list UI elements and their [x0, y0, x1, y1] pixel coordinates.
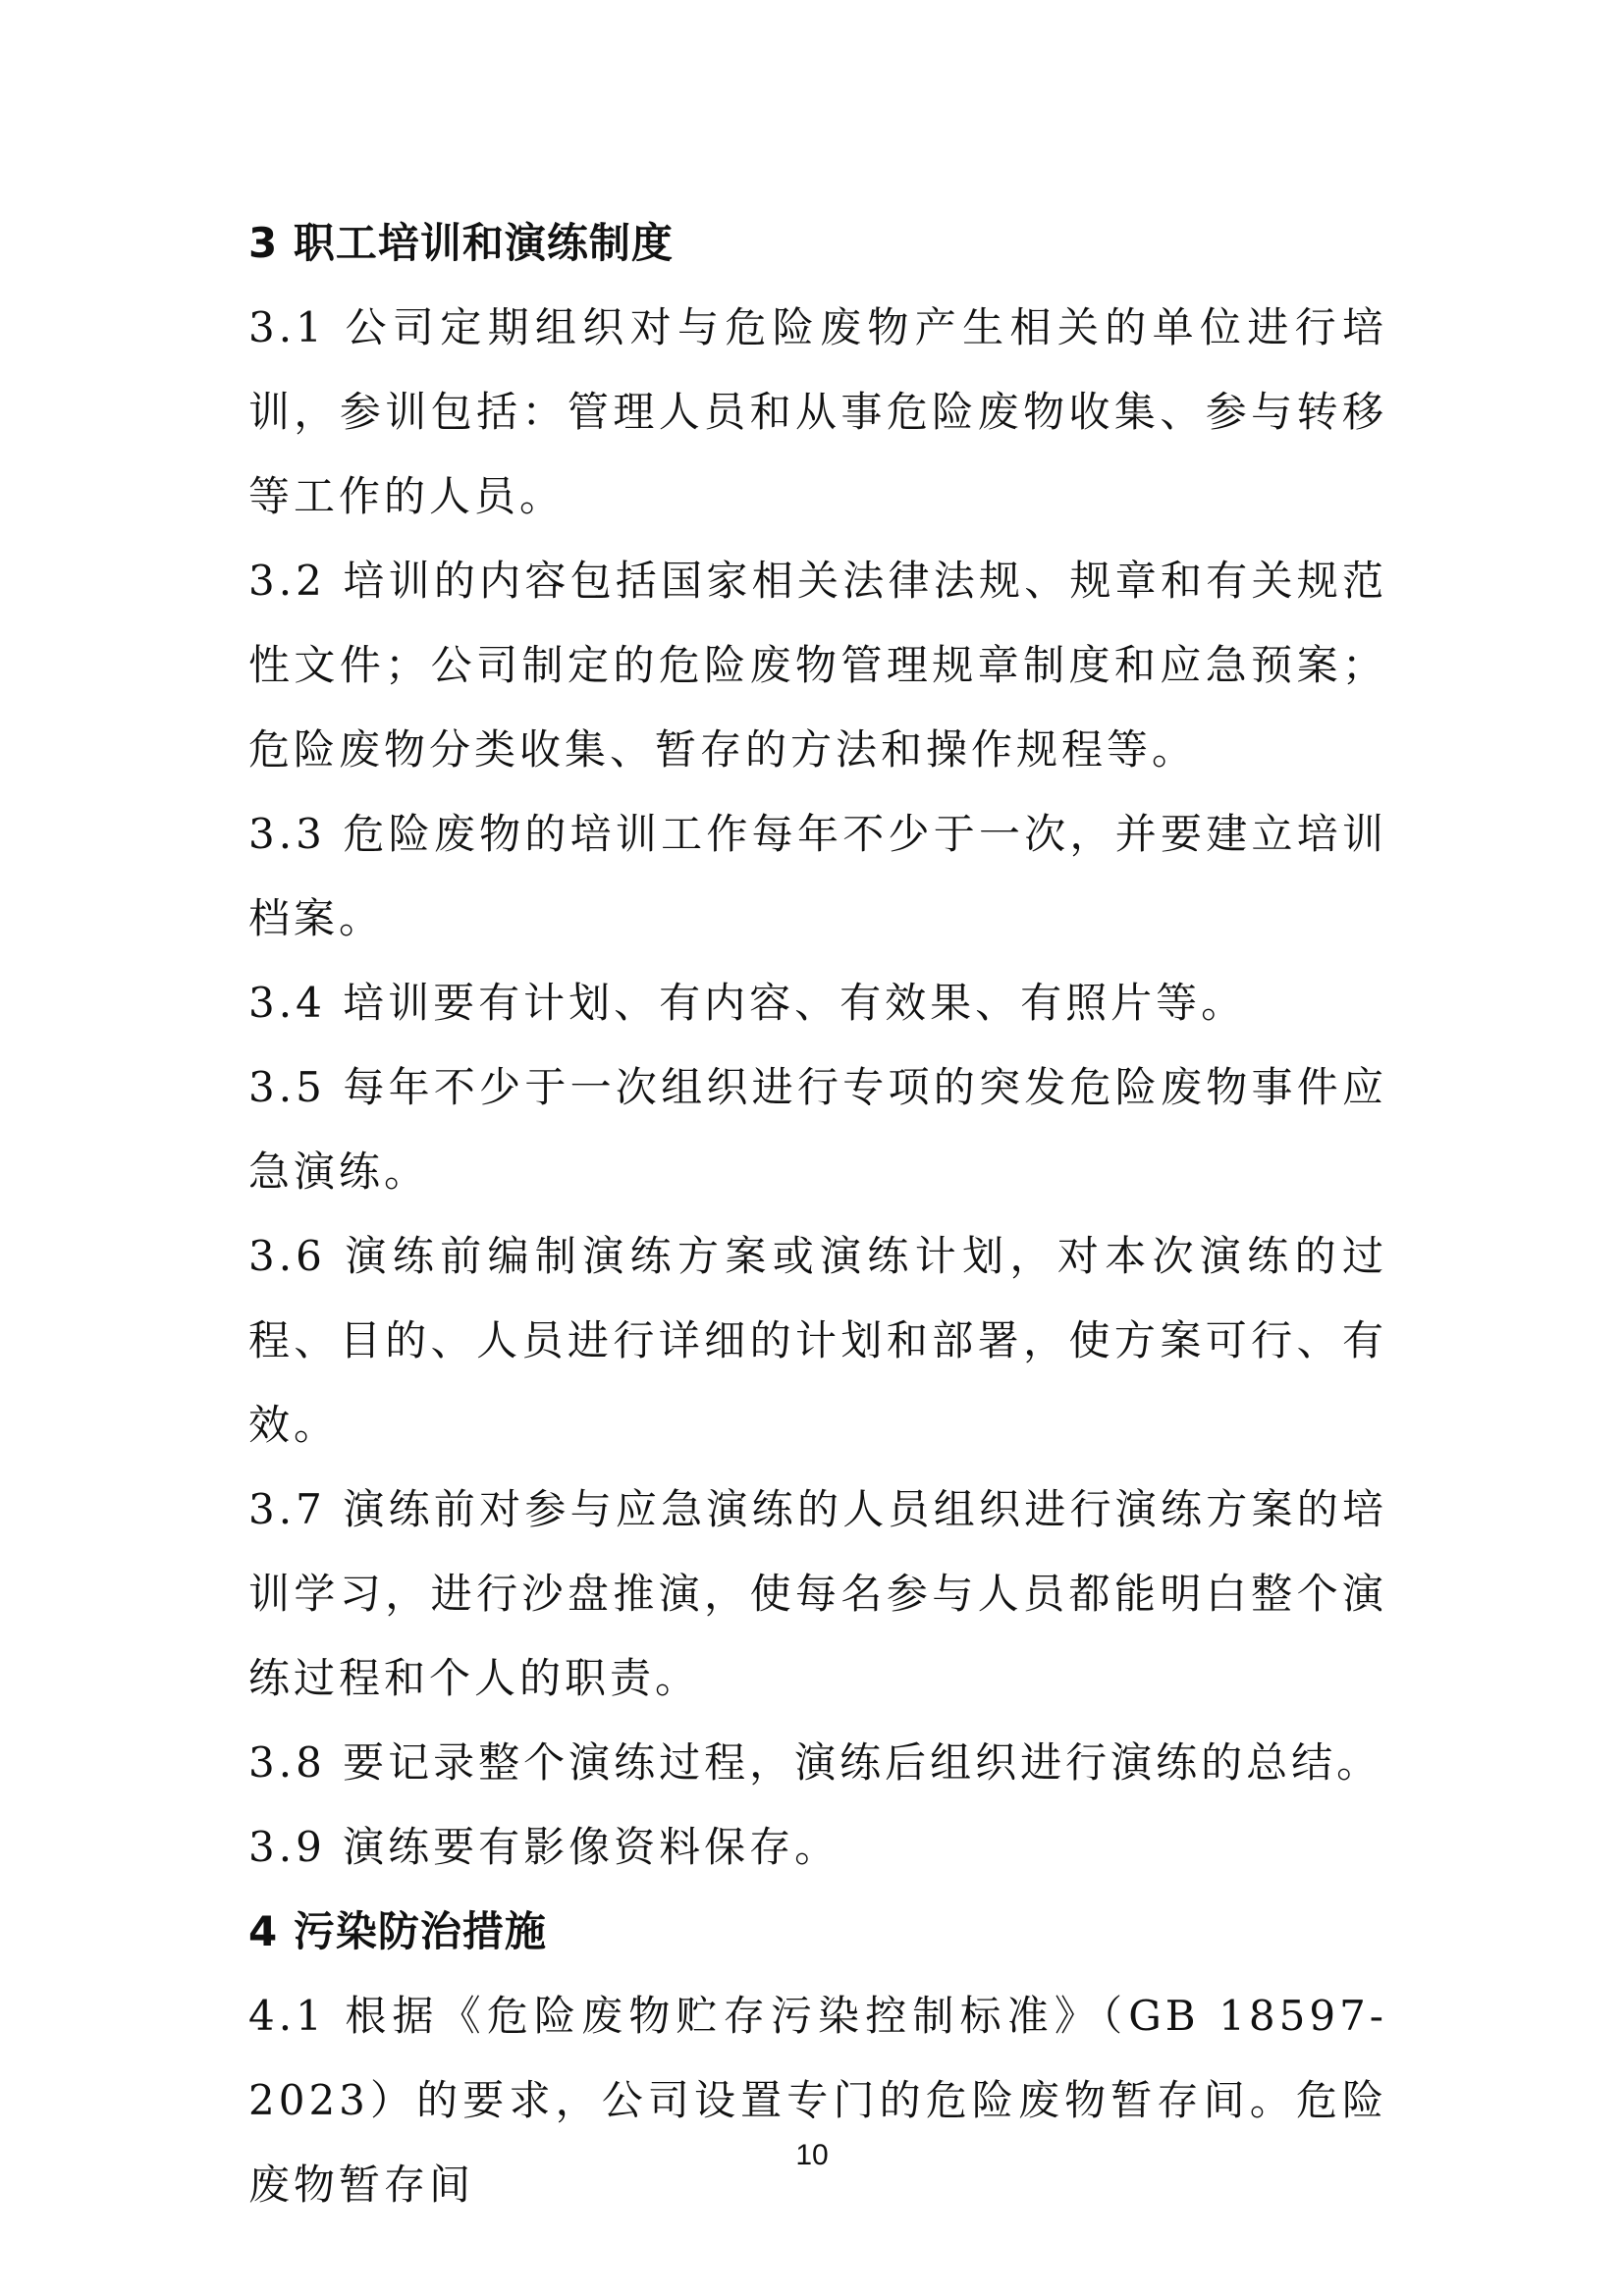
- paragraph-3-3: 3.3 危险废物的培训工作每年不少于一次，并要建立培训档案。: [248, 810, 1387, 942]
- paragraph-3-7: 3.7 演练前对参与应急演练的人员组织进行演练方案的培训学习，进行沙盘推演，使每名参与人员都能明白整个演练过程和个人的职责。: [248, 1485, 1387, 1702]
- paragraph-4-1: 4.1 根据《危险废物贮存污染控制标准》（GB 18597-2023）的要求，公司设置专门的危险废物暂存间。危险废物暂存间: [248, 1992, 1387, 2209]
- paragraph-3-4: 3.4 培训要有计划、有内容、有效果、有照片等。: [248, 979, 1247, 1027]
- paragraph-3-1: 3.1 公司定期组织对与危险废物产生相关的单位进行培训，参训包括：管理人员和从事危险废物收集、参与转移等工作的人员。: [248, 303, 1387, 520]
- paragraph-3-8: 3.8 要记录整个演练过程，演练后组织进行演练的总结。: [248, 1738, 1382, 1787]
- paragraph-3-2: 3.2 培训的内容包括国家相关法律法规、规章和有关规范性文件；公司制定的危险废物管理规章制度和应急预案；危险废物分类收集、暂存的方法和操作规程等。: [248, 557, 1387, 774]
- paragraph-3-6: 3.6 演练前编制演练方案或演练计划，对本次演练的过程、目的、人员进行详细的计划和部署，使方案可行、有效。: [248, 1232, 1387, 1449]
- section-4-heading: 4 污染防治措施: [248, 1907, 547, 1955]
- page-content: [248, 201, 1387, 2227]
- paragraph-3-5: 3.5 每年不少于一次组织进行专项的突发危险废物事件应急演练。: [248, 1063, 1387, 1196]
- page-number: 10: [795, 2139, 829, 2171]
- section-3-heading: 3 职工培训和演练制度: [248, 219, 674, 267]
- paragraph-3-9: 3.9 演练要有影像资料保存。: [248, 1823, 840, 1871]
